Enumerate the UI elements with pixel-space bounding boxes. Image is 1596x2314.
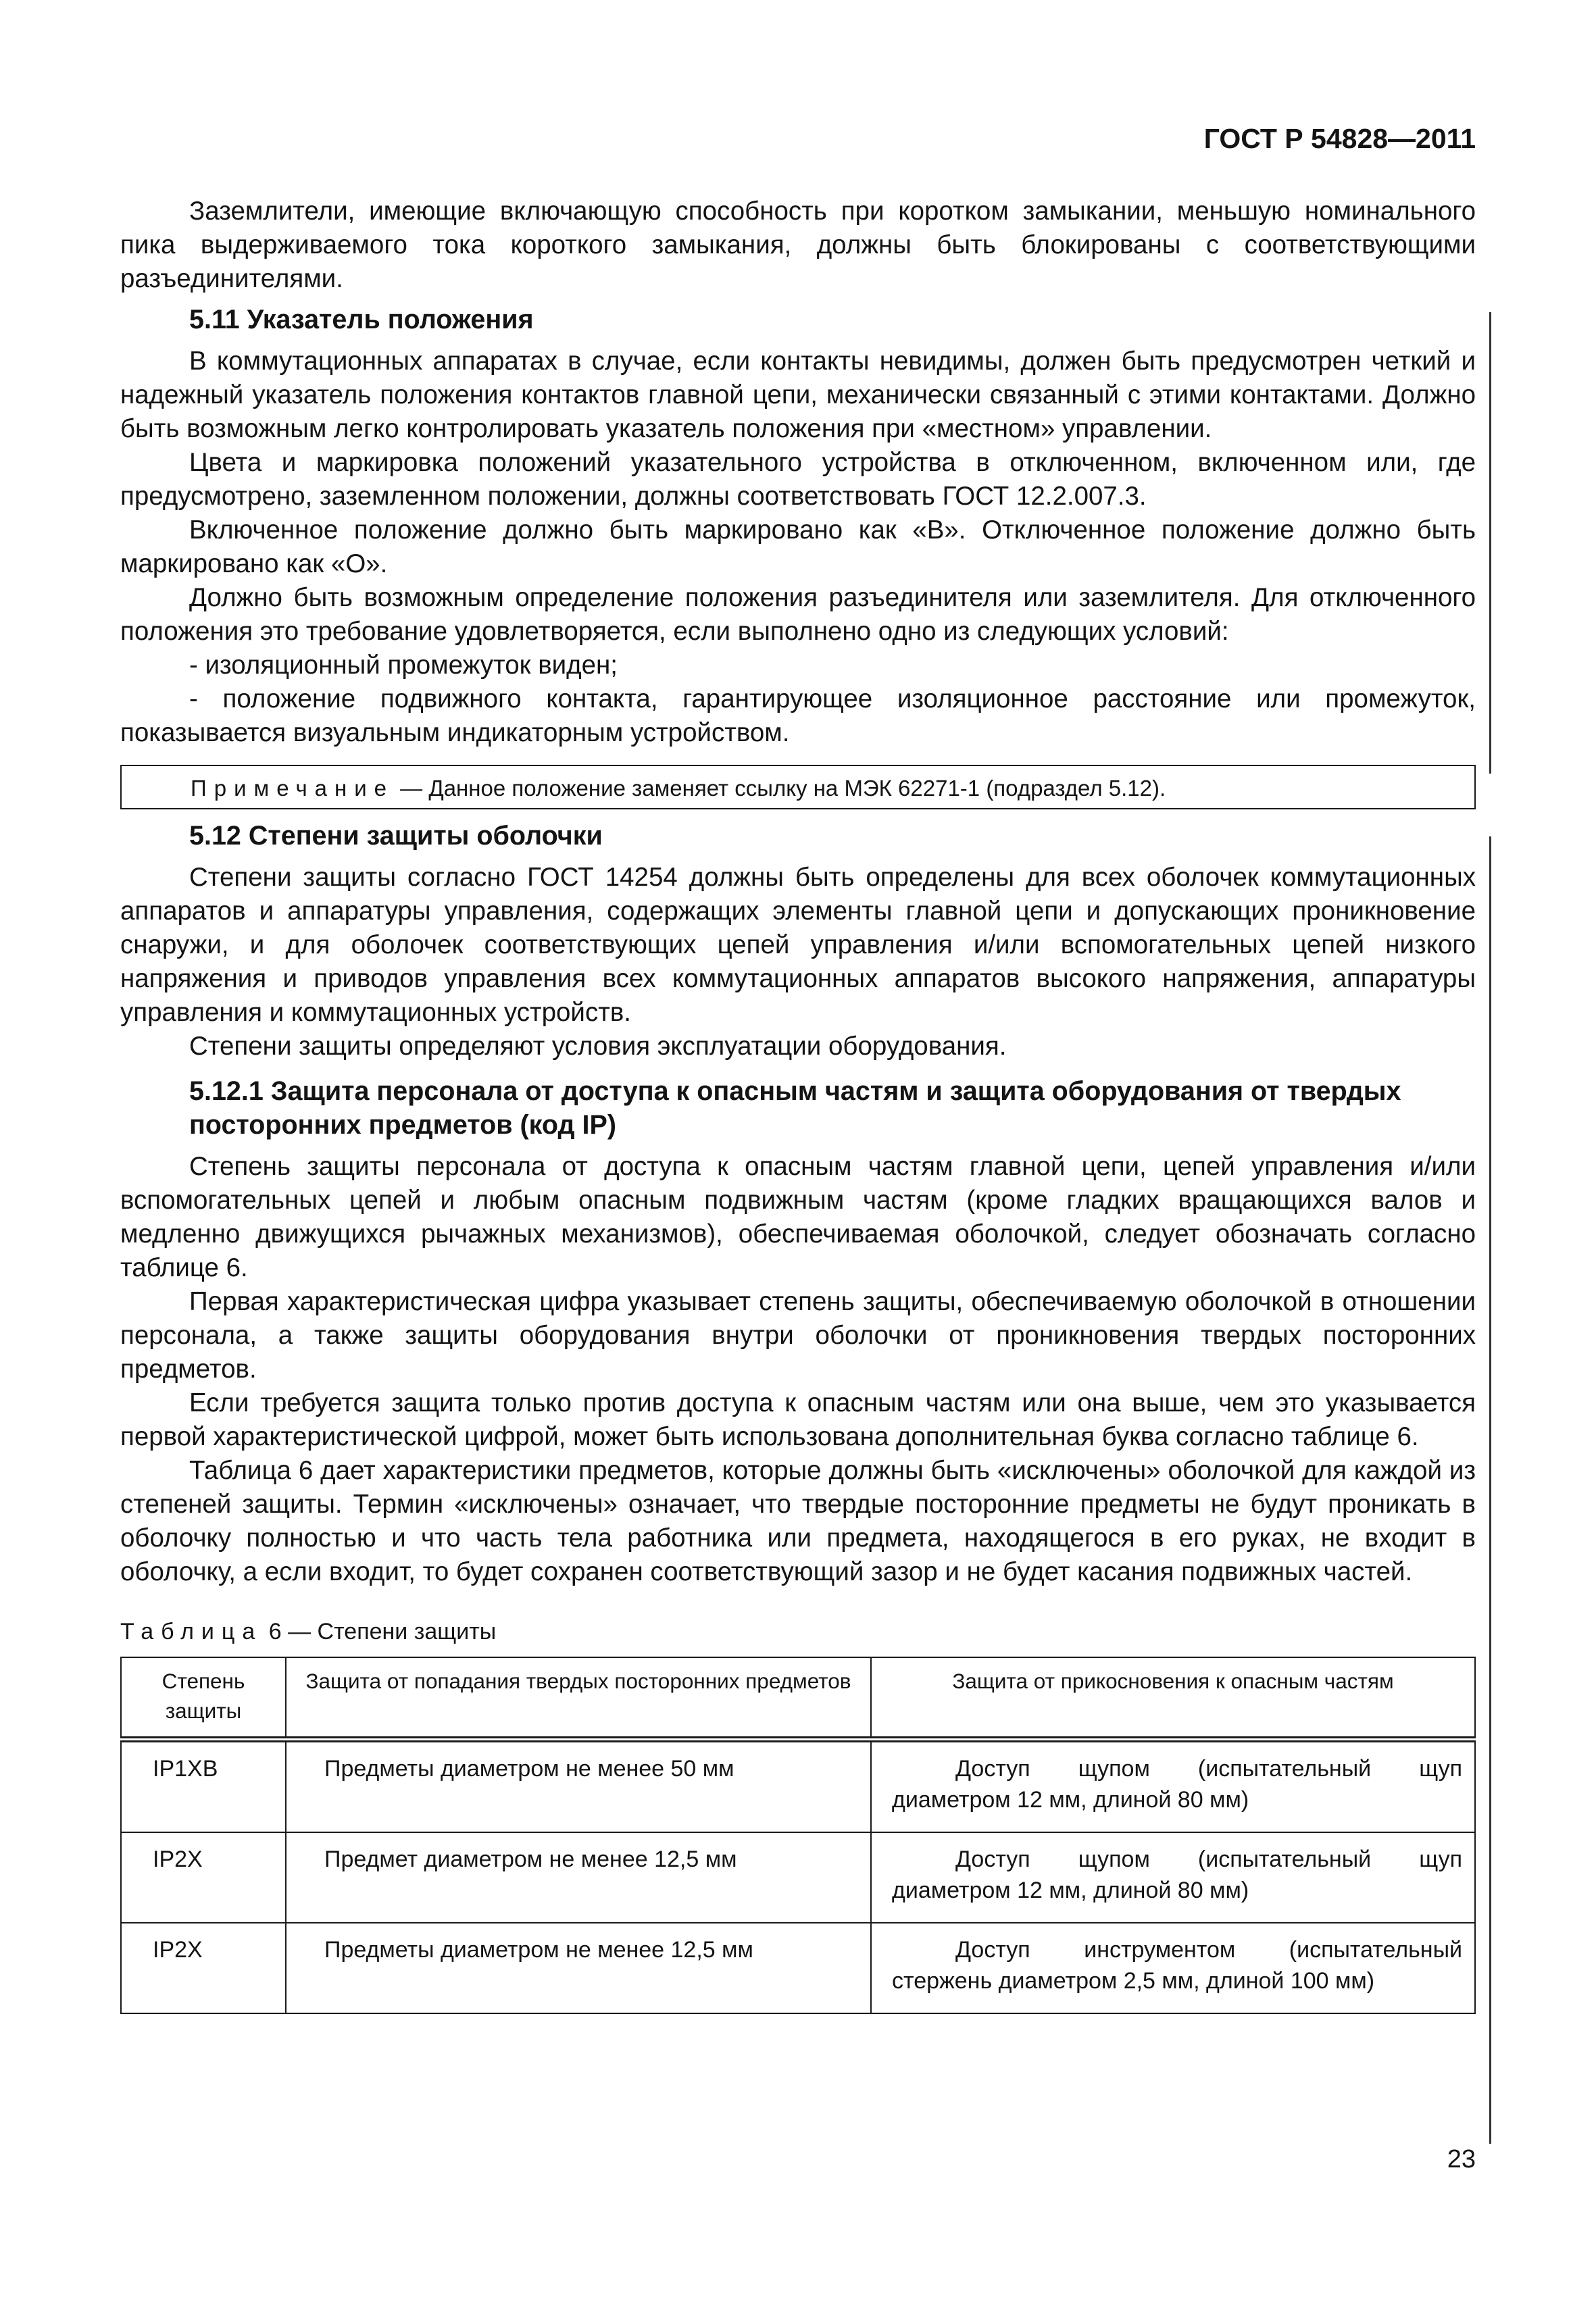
column-header: Защита от попадания твердых посторонних предметов [286,1657,871,1740]
page-number: 23 [1447,2145,1476,2173]
paragraph: Включенное положение должно быть маркировано как «В». Отключенное положение должно быть маркировано как «О». [120,515,1476,578]
note-box [120,765,1476,809]
paragraph-intro: Заземлители, имеющие включающую способность при коротком замыкании, меньшую номинального пика выдерживаемого тока короткого замыкания, должны быть блокированы с соответствующими разъединителями. [120,197,1476,293]
table-cell: Предметы диаметром не менее 50 мм [286,1740,871,1833]
list-item: - положение подвижного контакта, гарантирующее изоляционное расстояние или промежуток, показывается визуальным индикаторным устройством. [120,684,1476,747]
table-caption-text: 6 — Степени защиты [262,1619,497,1644]
note-text: — Данное положение заменяет ссылку на МЭК 62271-1 (подраздел 5.12). [394,776,1166,801]
section-5-11-heading: 5.11 Указатель положения [189,305,534,334]
table-caption-label: Таблица [120,1619,263,1644]
table-cell [871,1740,1475,1833]
table-row [121,1740,1475,1833]
list-item: - изоляционный промежуток виден; [189,651,618,680]
paragraph: Степени защиты согласно ГОСТ 14254 должны быть определены для всех оболочек коммутационных аппаратов и аппаратуры управления, содержащих элементы главной цепи и допускающих проникновение снаружи, и для оболочек соответствующих цепей управления и/или вспомогательных цепей низкого напряжения и приводов управления всех коммутационных аппаратов высокого напряжения, аппаратуры управления и коммутационных устройств. [120,863,1476,1027]
paragraph: Первая характеристическая цифра указывает степень защиты, обеспечиваемую оболочкой в отношении персонала, а также защиты оборудования внутри оболочки от проникновения твердых посторонних предметов. [120,1287,1476,1384]
table-6 [120,1657,1476,2014]
table-caption [120,1616,1476,1647]
document-id-header: ГОСТ Р 54828—2011 [1203,123,1476,154]
paragraph: Цвета и маркировка положений указательного устройства в отключенном, включенном или, где предусмотрено, заземленном положении, должны соответствовать ГОСТ 12.2.007.3. [120,448,1476,511]
table-cell: IP1XB [121,1740,286,1833]
paragraph: Если требуется защита только против доступа к опасным частям или она выше, чем это указывается первой характеристической цифрой, может быть использована дополнительная буква согласно таблице 6. [120,1388,1476,1451]
column-header: Защита от прикосновения к опасным частям [871,1657,1475,1740]
paragraph: Таблица 6 дает характеристики предметов, которые должны быть «исключены» оболочкой для каждой из степеней защиты. Термин «исключены» означает, что твердые посторонние предметы не будут проникать в оболочку полностью и что часть тела работника или предмета, находящегося в его руках, не входит в оболочку, а если входит, то будет сохранен соответствующий зазор и не будет касания подвижных частей. [120,1456,1476,1586]
table-cell: Предметы диаметром не менее 12,5 мм [286,1923,871,2013]
table-cell: IP2X [121,1923,286,2013]
table-cell-text: Доступ щупом (испытательный щуп диаметром 12 мм, длиной 80 мм) [892,1756,1462,1813]
table-cell-text: Доступ щупом (испытательный щуп диаметром 12 мм, длиной 80 мм) [892,1846,1462,1903]
column-header: Степень защиты [121,1657,286,1740]
table-row [121,1832,1475,1923]
change-bar-2 [1489,836,1491,2144]
table-header-row [121,1657,1475,1740]
table-row [121,1923,1475,2013]
table-cell-text: Доступ инструментом (испытательный стержень диаметром 2,5 мм, длиной 100 мм) [892,1937,1462,1994]
section-5-12-1-heading: 5.12.1 Защита персонала от доступа к опасным частям и защита оборудования от твердых посторонних предметов (код IP) [189,1076,1401,1140]
table-cell [871,1832,1475,1923]
paragraph: Степени защиты определяют условия эксплуатации оборудования. [189,1032,1007,1061]
paragraph: В коммутационных аппаратах в случае, если контакты невидимы, должен быть предусмотрен четкий и надежный указатель положения контактов главной цепи, механически связанный с этими контактами. Должно быть возможным легко контролировать указатель положения при «местном» управлении. [120,347,1476,443]
note-label: Примечание [191,776,395,801]
table-cell: IP2X [121,1832,286,1923]
change-bar-1 [1489,312,1491,774]
section-5-12-heading: 5.12 Степени защиты оболочки [189,821,603,851]
table-cell: Предмет диаметром не менее 12,5 мм [286,1832,871,1923]
table-cell [871,1923,1475,2013]
paragraph: Должно быть возможным определение положения разъединителя или заземлителя. Для отключенного положения это требование удовлетворяется, если выполнено одно из следующих условий: [120,583,1476,646]
document-body [120,195,1476,2014]
paragraph: Степень защиты персонала от доступа к опасным частям главной цепи, цепей управления и/или вспомогательных цепей и любым опасным подвижным частям (кроме гладких вращающихся валов и медленно движущихся рычажных механизмов), обеспечиваемая оболочкой, следует обозначать согласно таблице 6. [120,1152,1476,1282]
